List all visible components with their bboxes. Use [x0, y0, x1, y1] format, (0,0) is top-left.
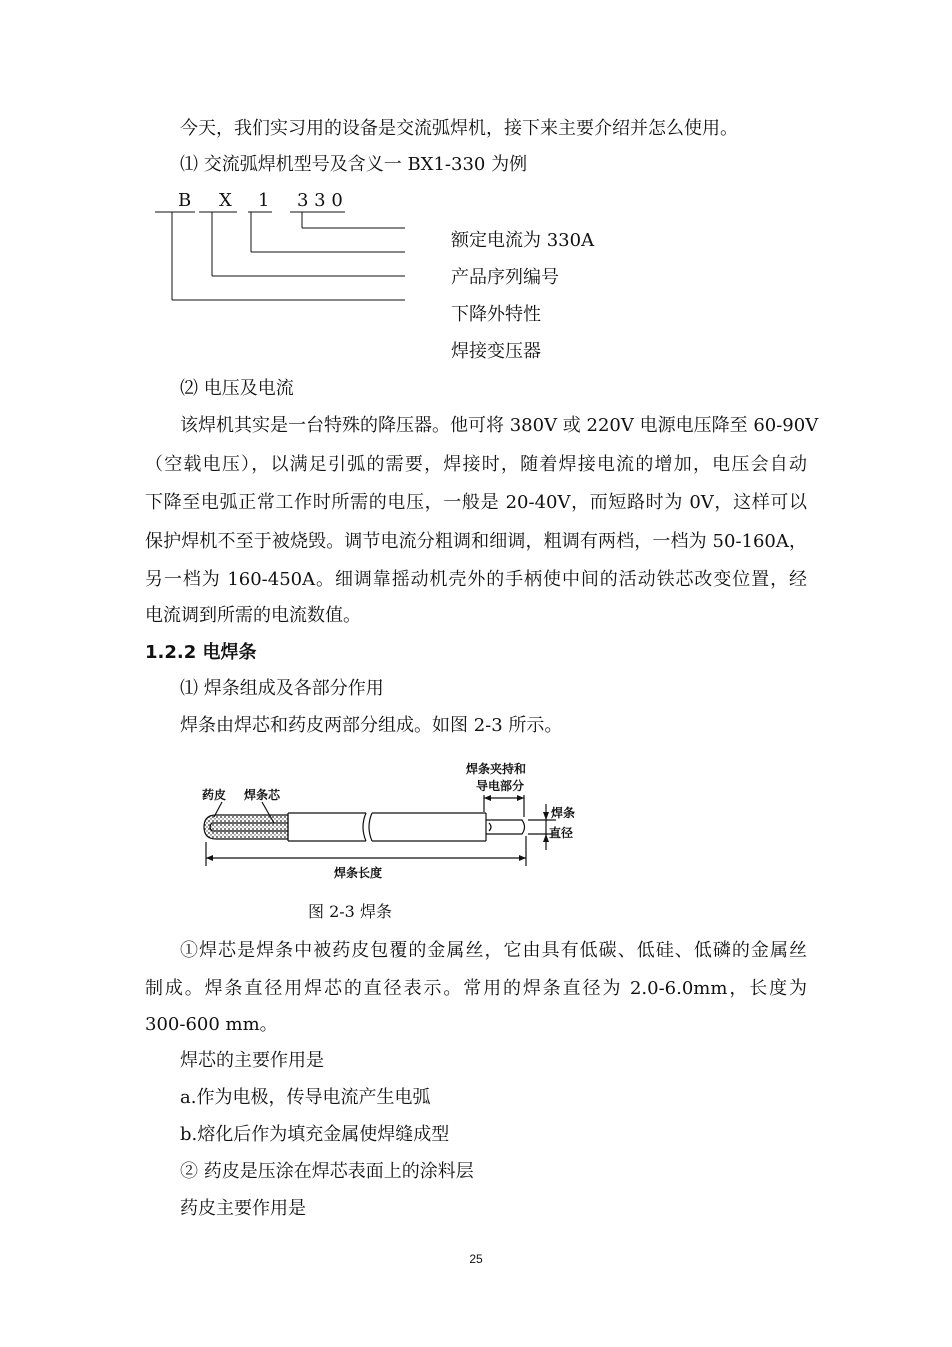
coating-functions-title: 药皮主要作用是: [180, 1198, 306, 1219]
text-line: 该焊机其实是一台特殊的降压器。他可将 380V 或 220V 电源电压降至 60-90V: [180, 415, 819, 436]
meaning-drooping-characteristic: 下降外特性: [451, 304, 541, 325]
page-number: 25: [469, 1252, 483, 1266]
text-line: ①焊芯是焊条中被药皮包覆的金属丝，它由具有低碳、低硅、低磷的金属丝: [180, 940, 807, 961]
meaning-serial-number: 产品序列编号: [451, 267, 559, 288]
core-function-b: b.熔化后作为填充金属使焊缝成型: [180, 1124, 450, 1145]
code-char-b: B: [178, 190, 192, 211]
meaning-rated-current: 额定电流为 330A: [451, 230, 595, 251]
text-line: 300-600 mm。: [145, 1014, 278, 1035]
text-line: （空载电压），以满足引弧的需要，焊接时，随着焊接电流的增加，电压会自动: [145, 454, 807, 475]
meaning-welding-transformer: 焊接变压器: [451, 341, 541, 362]
label-length: 焊条长度: [334, 866, 383, 880]
core-function-a: a.作为电极，传导电流产生电弧: [180, 1087, 431, 1108]
text-line: 电流调到所需的电流数值。: [145, 605, 361, 626]
figure-caption: 图 2-3 焊条: [308, 902, 392, 921]
label-grip-line2: 导电部分: [476, 779, 525, 793]
label-diameter-line1: 焊条: [551, 806, 576, 820]
composition-paragraph: 焊条由焊芯和药皮两部分组成。如图 2-3 所示。: [180, 715, 563, 736]
item-composition-title: ⑴ 焊条组成及各部分作用: [180, 678, 384, 699]
code-digits-330: 3 3 0: [297, 190, 343, 211]
label-diameter-line2: 直径: [549, 826, 574, 840]
label-grip-line1: 焊条夹持和: [466, 762, 527, 776]
item-voltage-title: ⑵ 电压及电流: [180, 378, 294, 399]
label-coating: 药皮: [202, 788, 227, 802]
coating-title: ② 药皮是压涂在焊芯表面上的涂料层: [180, 1161, 474, 1182]
section-heading: 1.2.2 电焊条: [145, 642, 257, 663]
item-model-title: ⑴ 交流弧焊机型号及含义一 BX1-330 为例: [180, 154, 528, 175]
text-line: 保护焊机不至于被烧毁。调节电流分粗调和细调，粗调有两档，一档为 50-160A，: [145, 531, 807, 552]
text-line: 下降至电弧正常工作时所需的电压，一般是 20-40V，而短路时为 0V，这样可以: [145, 492, 807, 513]
intro-paragraph: 今天，我们实习用的设备是交流弧焊机，接下来主要介绍并怎么使用。: [180, 118, 738, 139]
code-char-x: X: [219, 190, 232, 211]
label-core: 焊条芯: [244, 788, 281, 802]
core-functions-title: 焊芯的主要作用是: [180, 1050, 324, 1071]
text-line: 另一档为 160-450A。细调靠摇动机壳外的手柄使中间的活动铁芯改变位置，经: [145, 569, 807, 590]
text-line: 制成。焊条直径用焊芯的直径表示。常用的焊条直径为 2.0-6.0mm，长度为: [145, 978, 807, 999]
code-char-1: 1: [258, 190, 270, 211]
